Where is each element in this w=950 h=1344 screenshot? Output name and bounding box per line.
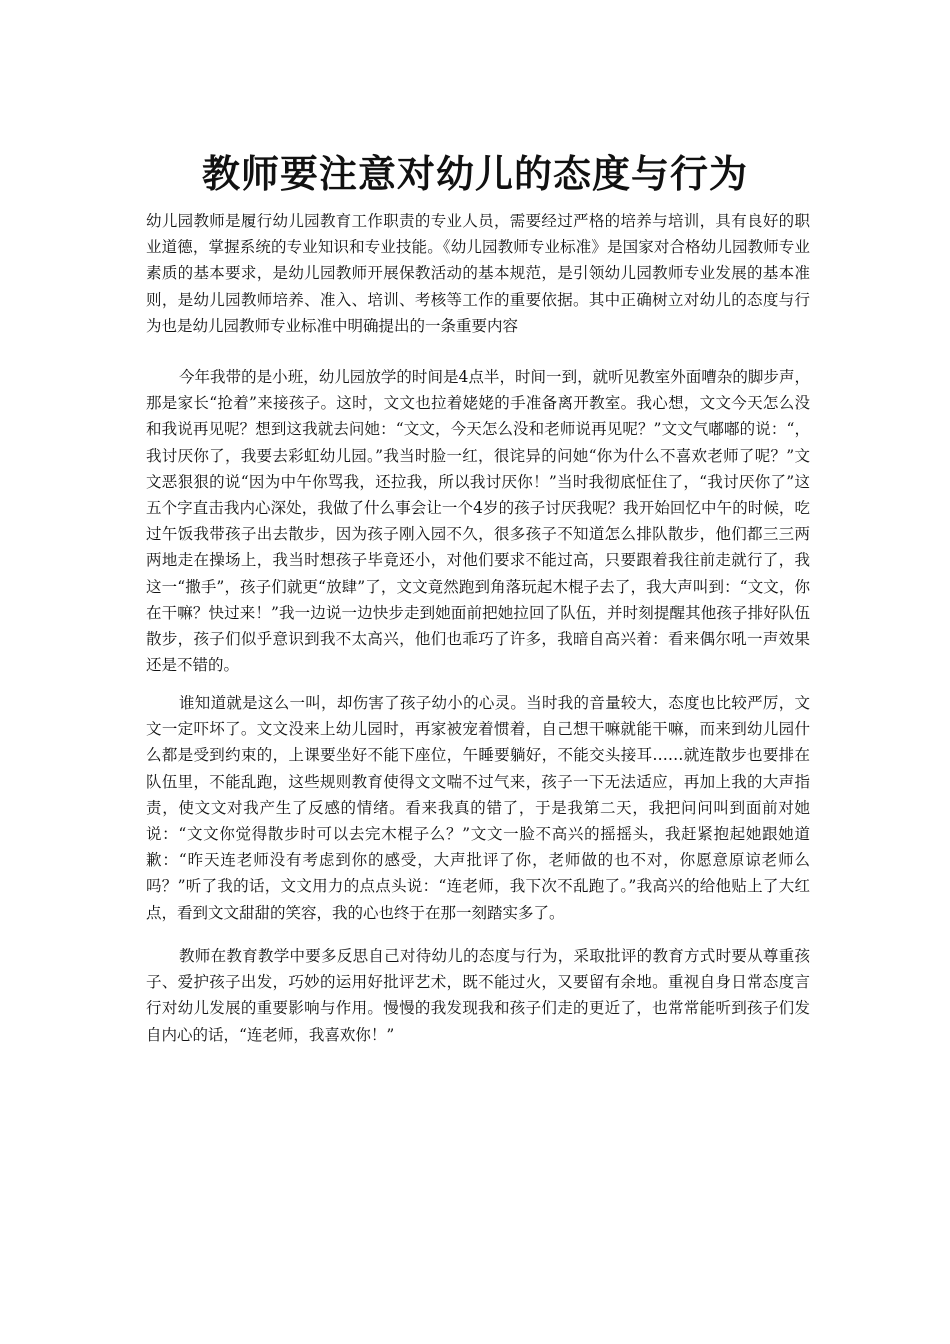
page-title: 教师要注意对幼儿的态度与行为 xyxy=(201,152,748,196)
conclusion-paragraph: 教师在教育教学中要多反思自己对待幼儿的态度与行为，采取批评的教育方式时要从尊重孩子、爱护孩子出发，巧妙的运用好批评艺术，既不能过火，又要留有余地。重视自身日常态度言行对幼儿发展的重要影响与作用。慢慢的我发现我和孩子们走的更近了，也常常能听到孩子们发自内心的话，“连老师，我喜欢你！” xyxy=(146,947,810,1044)
story-paragraph-1: 今年我带的是小班，幼儿园放学的时间是4点半，时间一到，就听见教室外面嘈杂的脚步声，那是家长“抢着”来接孩子。这时，文文也拉着姥姥的手准备离开教室。我心想，文文今天怎么没和我说再见呢？想到这我就去问她：“文文，今天怎么没和老师说再见呢？”文文气嘟嘟的说：“，我讨厌你了，我要去彩虹幼儿园。”我当时脸一红，很诧异的问她“你为什么不喜欢老师了呢？”文文恶狠狠的说“因为中午你骂我，还拉我，所以我讨厌你！”当时我彻底怔住了，“我讨厌你了”这五个字直击我内心深处，我做了什么事会让一个4岁的孩子讨厌我呢？我开始回忆中午的时候，吃过午饭我带孩子出去散步，因为孩子刚入园不久，很多孩子不知道怎么排队散步，他们都三三两两地走在操场上，我当时想孩子毕竟还小，对他们要求不能过高，只要跟着我往前走就行了，我这一“撒手”，孩子们就更“放肆”了，文文竟然跑到角落玩起木棍子去了，我大声叫到：“文文，你在干嘛？快过来！”我一边说一边快步走到她面前把她拉回了队伍，并时刻提醒其他孩子排好队伍散步，孩子们似乎意识到我不太高兴，他们也乖巧了许多，我暗自高兴着：看来偶尔吼一声效果还是不错的。 xyxy=(146,368,810,675)
story-paragraph-2: 谁知道就是这么一叫，却伤害了孩子幼小的心灵。当时我的音量较大，态度也比较严厉，文文一定吓坏了。文文没来上幼儿园时，再家被宠着惯着，自己想干嘛就能干嘛，而来到幼儿园什么都是受到约束的，上课要坐好不能下座位，午睡要躺好，不能交头接耳……就连散步也要排在队伍里，不能乱跑，这些规则教育使得文文喘不过气来，孩子一下无法适应，再加上我的大声指责，使文文对我产生了反感的情绪。看来我真的错了，于是我第二天，我把问问叫到面前对她说：“文文你觉得散步时可以去完木棍子么？”文文一脸不高兴的摇摇头，我赶紧抱起她跟她道歉：“昨天连老师没有考虑到你的感受，大声批评了你，老师做的也不对，你愿意原谅老师么吗？”听了我的话，文文用力的点点头说：“连老师，我下次不乱跑了。”我高兴的给他贴上了大红点，看到文文甜甜的笑容，我的心也终于在那一刻踏实多了。 xyxy=(146,694,810,922)
intro-paragraph: 幼儿园教师是履行幼儿园教育工作职责的专业人员，需要经过严格的培养与培训，具有良好的职业道德，掌握系统的专业知识和专业技能。《幼儿园教师专业标准》是国家对合格幼儿园教师专业素质的基本要求，是幼儿园教师开展保教活动的基本规范，是引领幼儿园教师专业发展的基本准则，是幼儿园教师培养、准入、培训、考核等工作的重要依据。其中正确树立对幼儿的态度与行为也是幼儿园教师专业标准中明确提出的一条重要内容 xyxy=(146,212,810,335)
